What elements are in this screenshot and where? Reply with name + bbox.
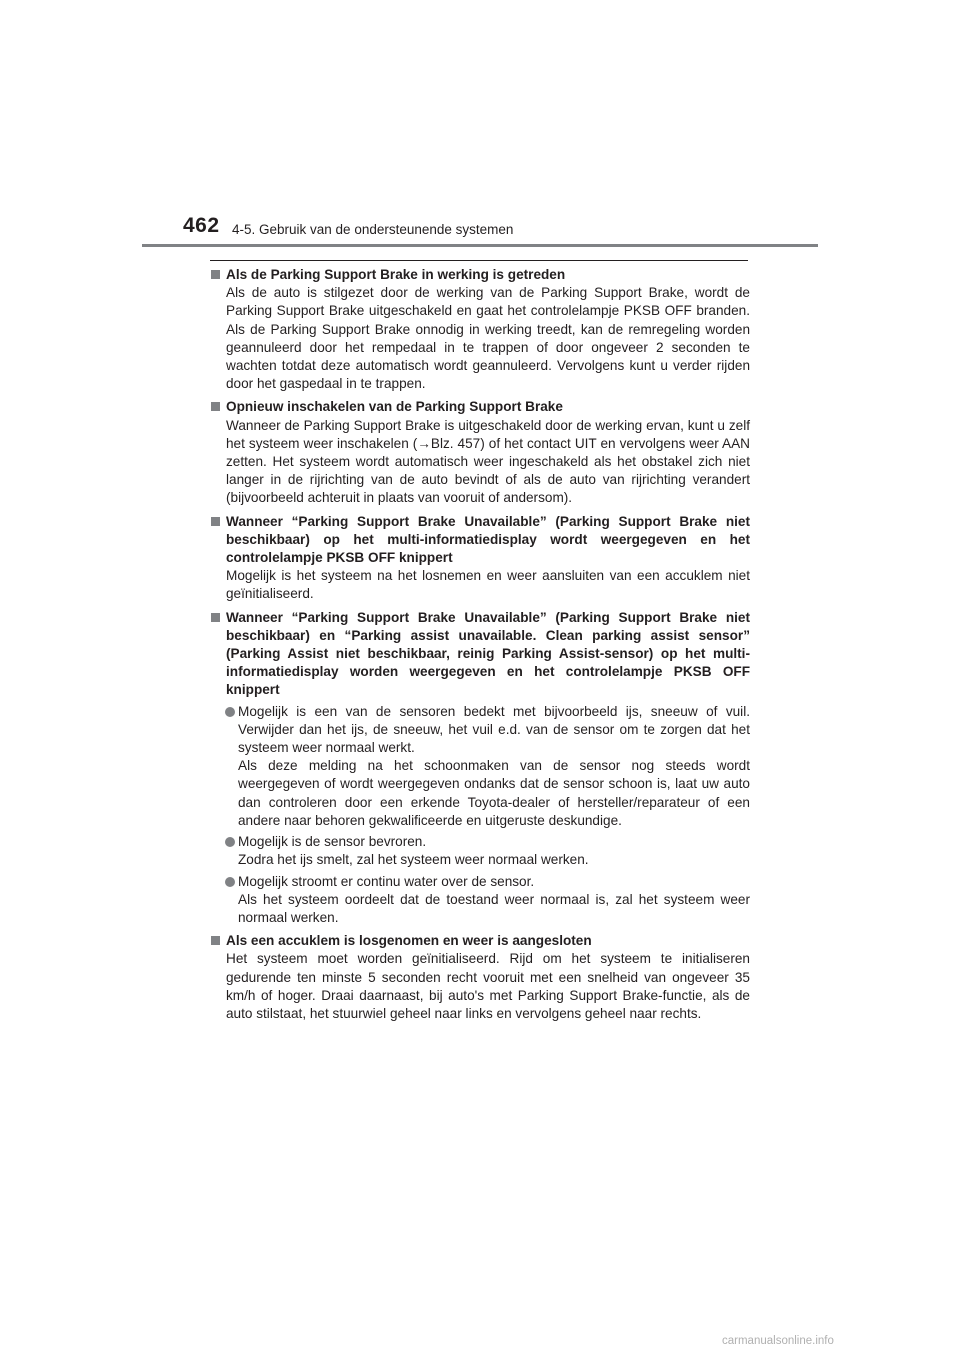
page-content [210,266,750,1028]
page-number: 462 [183,214,220,237]
list-item-note: Als deze melding na het schoonmaken van de sensor nog steeds wordt weergegeven of wordt weergegeven ondanks dat de sensor schoon is, laat uw auto dan controleren door een erkende Toyota-dealer of hersteller/reparateur of een andere naar behoren gekwalificeerde en uitgeruste deskundige. [238,758,750,828]
list-item-text: Mogelijk stroomt er continu water over de sensor. [238,873,535,889]
section-heading-text: Als de Parking Support Brake in werking is getreden [226,267,566,282]
section-heading [210,609,750,700]
section-pksb-reenable [210,398,750,507]
section-divider [210,260,748,261]
section-battery-terminal [210,932,750,1023]
chapter-title: 4-5. Gebruik van de ondersteunende systemen [232,222,514,237]
section-pksb-activated [210,266,750,393]
section-body: Als de auto is stilgezet door de werking van de Parking Support Brake, wordt de Parking Support Brake uitgeschakeld en gaat het controlelampje PKSB OFF branden. Als de Parking Support Brake onnodig in werking treedt, kan de remregeling worden geannuleerd door het rempedaal in te trappen of door ongeveer 2 seconden te wachten totdat deze automatisch wordt geannuleerd. Vervolgens kunt u verder rijden door het gaspedaal in te trappen. [226,285,750,392]
list-item-note: Zodra het ijs smelt, zal het systeem weer normaal werken. [238,852,589,868]
circle-bullet-icon [225,707,235,717]
section-heading-text: Wanneer “Parking Support Brake Unavailable” (Parking Support Brake niet beschikbaar) en “Parking assist unavailable. Clean parking assist sensor” (Parking Assist niet beschikbaar, reinig Parking Assist-sensor) op het multi-informatiedisplay worden weergegeven en het controlelampje PKSB OFF knippert [226,609,750,698]
section-heading [210,932,750,950]
square-bullet-icon [211,402,220,411]
list-item [210,833,750,869]
square-bullet-icon [211,270,220,279]
circle-bullet-icon [225,837,235,847]
section-heading-text: Opnieuw inschakelen van de Parking Support Brake [226,399,563,415]
square-bullet-icon [211,613,220,622]
section-heading [210,398,750,416]
section-heading [210,513,750,568]
list-item [210,703,750,830]
header-rule [142,244,818,247]
section-body: Mogelijk is het systeem na het losnemen en weer aansluiten van een accuklem niet geïnitialiseerd. [226,568,750,602]
section-heading-text: Wanneer “Parking Support Brake Unavailable” (Parking Support Brake niet beschikbaar) op het multi-informatiedisplay wordt weergegeven en het controlelampje PKSB OFF knippert [226,513,750,566]
footer-watermark[interactable]: carmanualsonline.info [722,1335,834,1347]
section-heading [210,266,750,284]
circle-bullet-icon [225,877,235,887]
square-bullet-icon [211,517,220,526]
section-pksb-unavailable [210,513,750,604]
section-sensor-unavailable [210,609,750,927]
list-item [210,873,750,928]
section-body: Wanneer de Parking Support Brake is uitgeschakeld door de werking ervan, kunt u zelf het systeem weer inschakelen (→Blz. 457) of het contact UIT en vervolgens weer AAN zetten. Het systeem wordt automatisch weer ingeschakeld als het obstakel zich niet langer in de rijrichting van de auto bevindt of als de auto van rijrichting verandert (bijvoorbeeld achteruit in plaats van vooruit of andersom). [226,417,750,506]
list-item-note: Als het systeem oordeelt dat de toestand weer normaal is, zal het systeem weer normaal werken. [238,891,750,925]
list-item-text: Mogelijk is de sensor bevroren. [238,834,427,850]
section-body: Het systeem moet worden geïnitialiseerd. Rijd om het systeem te initialiseren gedurende ten minste 5 seconden recht vooruit met een snelheid van ongeveer 35 km/h of hoger. Draai daarnaast, bij auto's met Parking Support Brake-functie, als de auto stilstaat, het stuurwiel geheel naar links en vervolgens geheel naar rechts. [226,951,750,1021]
square-bullet-icon [211,936,220,945]
section-heading-text: Als een accuklem is losgenomen en weer is aangesloten [226,933,592,949]
list-item-text: Mogelijk is een van de sensoren bedekt met bijvoorbeeld ijs, sneeuw of vuil. Verwijder dan het ijs, de sneeuw, het vuil e.d. van de sensor om te zorgen dat het systeem weer normaal werkt. [238,703,750,756]
